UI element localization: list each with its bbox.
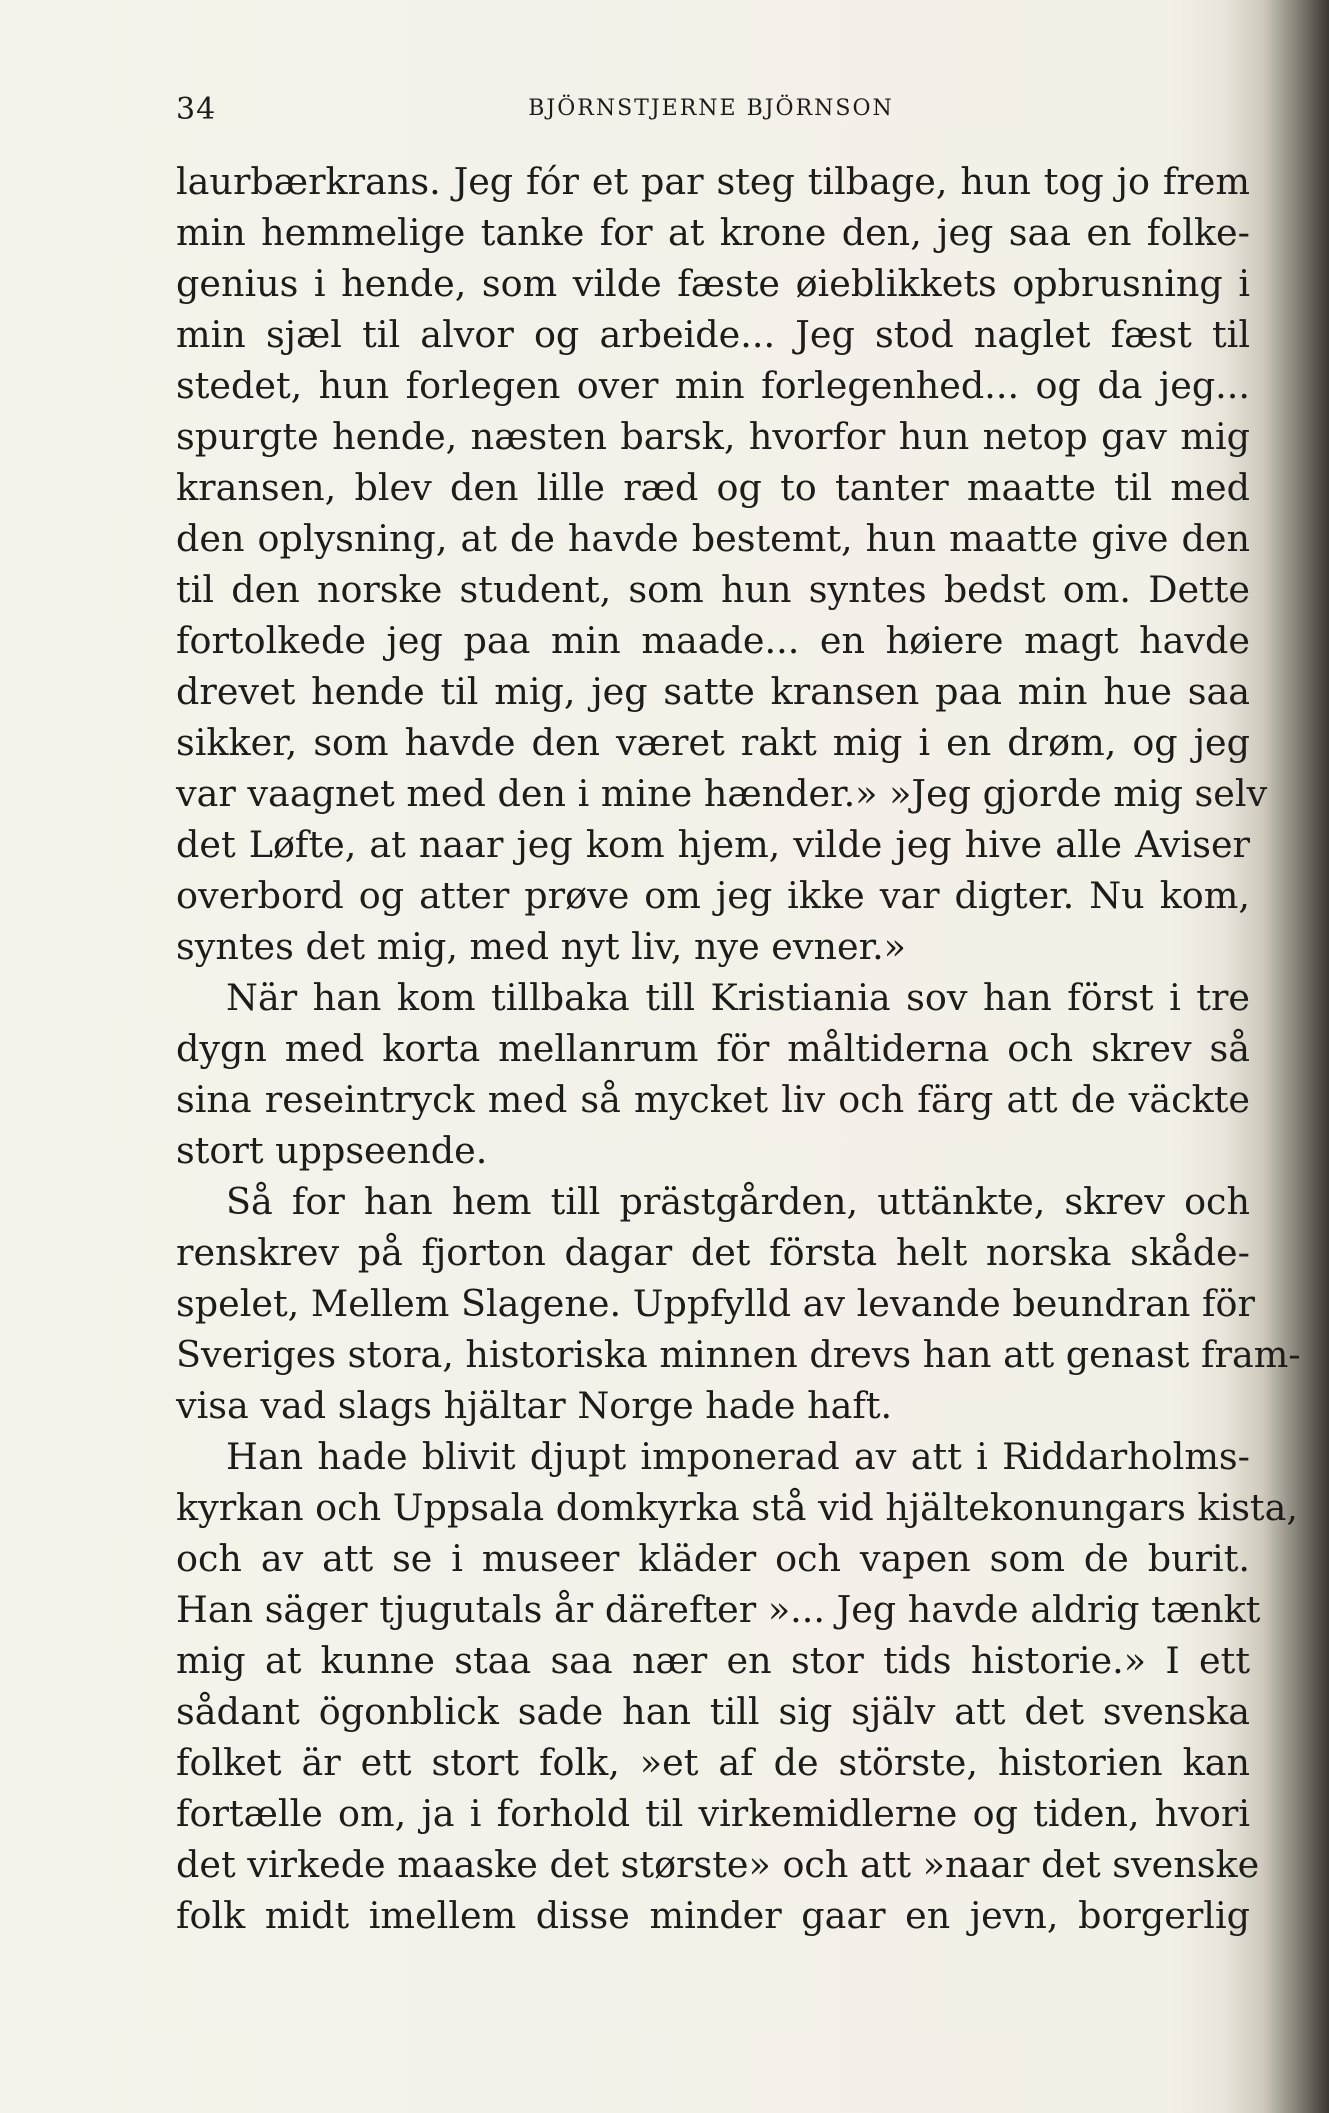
text-line: drevet hende til mig, jeg satte kransen paa min hue saa xyxy=(176,670,1250,713)
text-line: overbord og atter prøve om jeg ikke var digter. Nu kom, xyxy=(176,874,1250,917)
text-line: sina reseintryck med så mycket liv och färg att de väckte xyxy=(176,1078,1250,1121)
text-line: Han säger tjugutals år därefter »... Jeg havde aldrig tænkt xyxy=(176,1588,1261,1631)
text-line: Han hade blivit djupt imponerad av att i Riddarholms- xyxy=(226,1435,1250,1478)
text-line: stort uppseende. xyxy=(176,1129,488,1172)
text-line: visa vad slags hjältar Norge hade haft. xyxy=(176,1384,893,1427)
text-line: fortolkede jeg paa min maade... en høiere magt havde xyxy=(176,619,1250,662)
text-line: min sjæl til alvor og arbeide... Jeg stod naglet fæst til xyxy=(176,313,1250,356)
text-line: När han kom tillbaka till Kristiania sov han först i tre xyxy=(226,976,1250,1019)
text-line: spelet, Mellem Slagene. Uppfylld av levande beundran för xyxy=(176,1282,1255,1325)
text-line: och av att se i museer kläder och vapen som de burit. xyxy=(176,1537,1250,1580)
text-line: dygn med korta mellanrum för måltiderna och skrev så xyxy=(176,1027,1250,1070)
text-line: min hemmelige tanke for at krone den, jeg saa en folke- xyxy=(176,211,1250,254)
text-line: folket är ett stort folk, »et af de störste, historien kan xyxy=(176,1741,1250,1784)
running-head: BJÖRNSTJERNE BJÖRNSON xyxy=(528,96,894,121)
body-text xyxy=(176,156,1301,1941)
text-line: kransen, blev den lille ræd og to tanter maatte til med xyxy=(176,466,1250,509)
text-line: spurgte hende, næsten barsk, hvorfor hun netop gav mig xyxy=(176,415,1250,458)
text-line: renskrev på fjorton dagar det första helt norska skåde- xyxy=(176,1231,1250,1274)
page-number: 34 xyxy=(176,92,217,127)
text-line: sådant ögonblick sade han till sig själv att det svenska xyxy=(176,1690,1250,1733)
text-line: den oplysning, at de havde bestemt, hun maatte give den xyxy=(176,517,1250,560)
text-line: stedet, hun forlegen over min forlegenhed... og da jeg... xyxy=(176,364,1250,407)
text-line: Sveriges stora, historiska minnen drevs han att genast fram- xyxy=(176,1333,1301,1376)
text-line: syntes det mig, med nyt liv, nye evner.» xyxy=(176,925,906,968)
text-line: det virkede maaske det største» och att »naar det svenske xyxy=(176,1843,1260,1886)
text-line: folk midt imellem disse minder gaar en jevn, borgerlig xyxy=(176,1894,1250,1937)
text-line: laurbærkrans. Jeg fór et par steg tilbage, hun tog jo frem xyxy=(176,160,1250,203)
text-line: fortælle om, ja i forhold til virkemidlerne og tiden, hvori xyxy=(176,1792,1250,1835)
text-line: var vaagnet med den i mine hænder.» »Jeg gjorde mig selv xyxy=(176,772,1268,815)
text-line: mig at kunne staa saa nær en stor tids historie.» I ett xyxy=(176,1639,1250,1682)
text-line: det Løfte, at naar jeg kom hjem, vilde jeg hive alle Aviser xyxy=(176,823,1250,866)
text-line: til den norske student, som hun syntes bedst om. Dette xyxy=(176,568,1250,611)
text-line: kyrkan och Uppsala domkyrka stå vid hjältekonungars kista, xyxy=(176,1486,1298,1529)
page-header xyxy=(176,92,1246,132)
text-line: sikker, som havde den været rakt mig i en drøm, og jeg xyxy=(176,721,1250,764)
text-line: genius i hende, som vilde fæste øieblikkets opbrusning i xyxy=(176,262,1250,305)
text-line: Så for han hem till prästgården, uttänkte, skrev och xyxy=(226,1180,1250,1223)
